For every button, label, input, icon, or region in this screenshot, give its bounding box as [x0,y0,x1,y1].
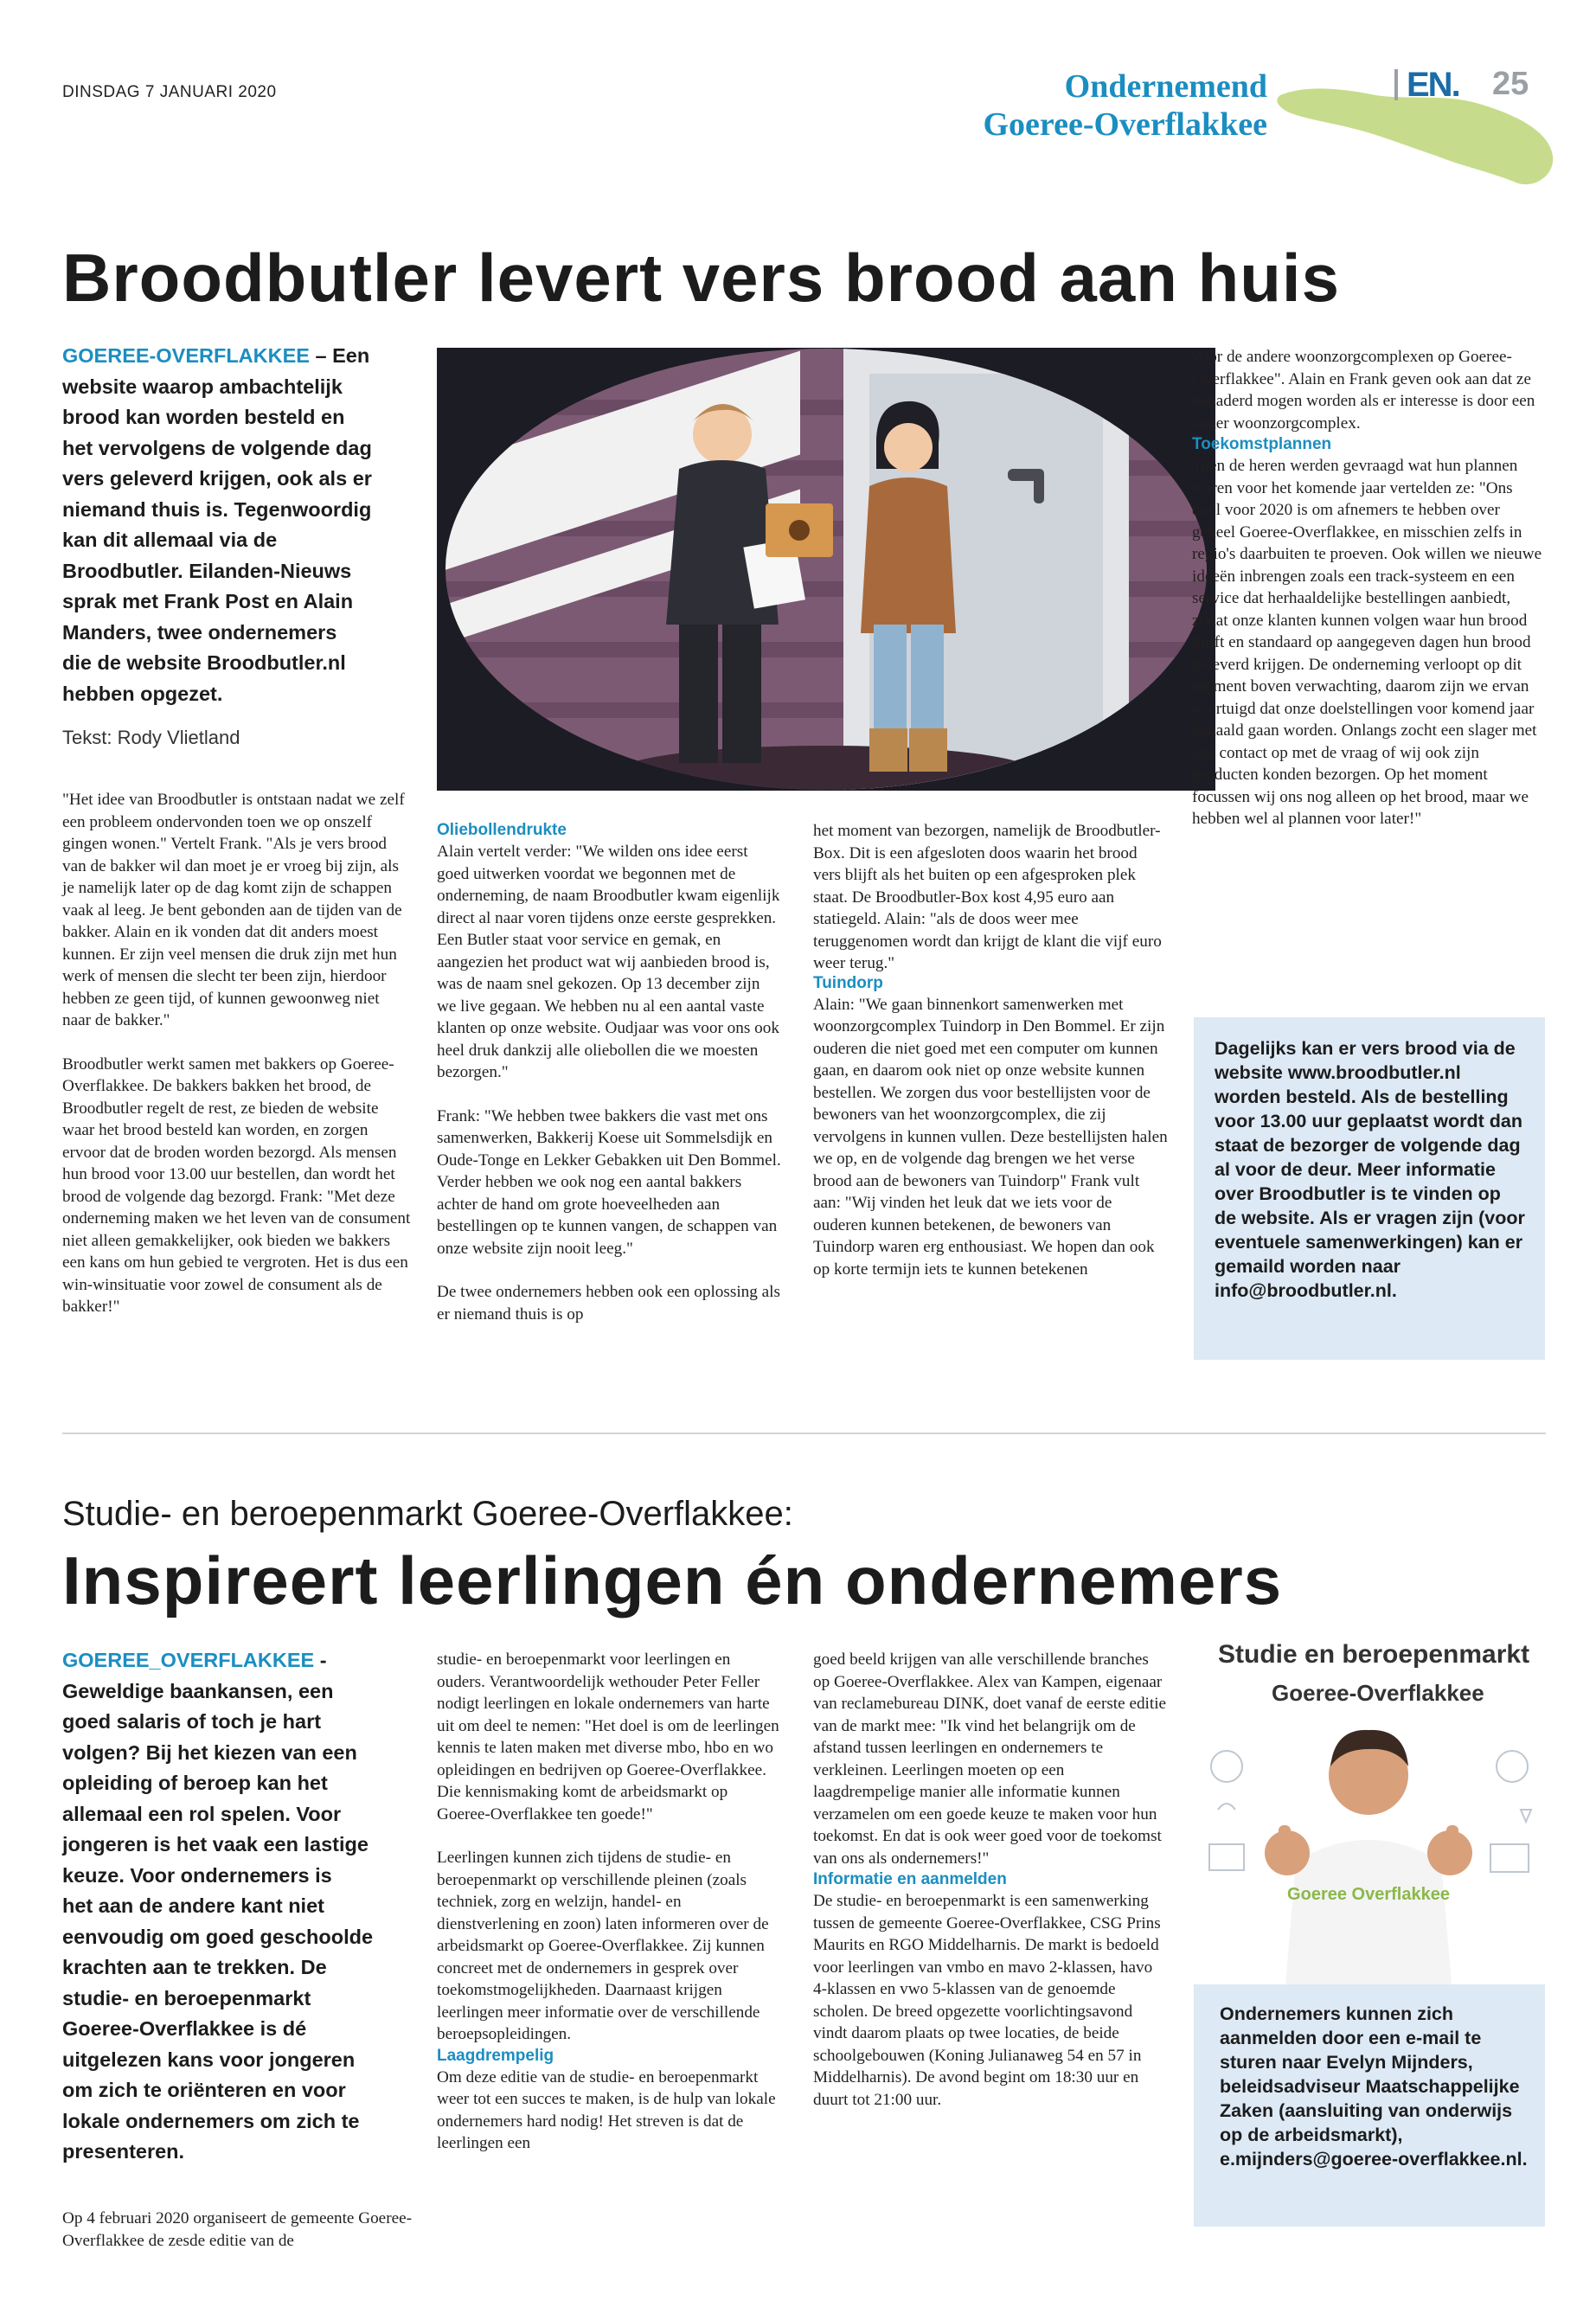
student-thumbs-up-photo [1192,1715,1545,1984]
brand-logo: EN. [1407,66,1459,104]
article1-infobox: Dagelijks kan er vers brood via de website www.broodbutler.nl worden besteld. Als de bestelling voor 13.00 uur geplaatst wordt dan staat de bezorger de volgende dag al voor de deur. Meer informatie over Broodbutler is te vinden op de website. Als er vragen zijn (voor eventuele samenwerkingen) kan er gemaild worden naar info@broodbutler.nl. [1194,1017,1545,1360]
shirt-logo-text: Goeree Overflakkee [1287,1885,1450,1904]
article2-kicker: Studie- en beroepenmarkt Goeree-Overflakkee: [62,1495,793,1533]
subheading-informatie: Informatie en aanmelden [813,1870,1007,1888]
article2-lead: GOEREE_OVERFLAKKEE - Geweldige baankansen, een goed salaris of toch je hart volgen? Bij het kiezen van een opleiding of beroep kan het allemaal een rol spelen. Voor jongeren is het vaak een lastige keuze. Voor ondernemers is het aan de andere kant niet eenvoudig om goed geschoolde krachten aan te trekken. De studie- en beroepenmarkt Goeree-Overflakkee is dé uitgelezen kans voor jongeren om zich te oriënteren en voor lokale ondernemers om zich te presenteren. [62,1649,374,2163]
subheading-tuindorp: Tuindorp [813,973,883,992]
article2-infobox: Ondernemers kunnen zich aanmelden door een e-mail te sturen naar Evelyn Mijnders, beleidsadviseur Maatschappelijke Zaken (aansluiting van onderwijs op de arbeidsmarkt), e.mijnders@goeree-overflakkee.nl. [1194,1984,1545,2227]
page-number: 25 [1492,66,1529,102]
article2-col2: studie- en beroepenmarkt voor leerlingen en ouders. Verantwoordelijk wethouder Peter Feller nodigt leerlingen en lokale ondernemers van harte uit om deel te nemen: "Het doel is om de leerlingen kennis te laten maken met diverse mbo, hbo en wo opleidingen en bedrijven op Goeree-Overflakkee. Die kennismaking komt de arbeidsmarkt op Goeree-Overflakkee ten goede!" Leerlingen kunnen zich tijdens de studie- en beroepenmarkt op verschillende pleinen (zoals techniek, zorg en welzijn, handel- en dienstverlening en zoon) laten informeren over de arbeidsmarkt op Goeree-Overflakkee. Zij kunnen concreet met de ondernemers in gesprek over toekomstmogelijkheden. Daarnaast krijgen leerlingen meer informatie over de verschillende beroepsopleidingen. Laagdrempelig Om deze editie van de studie- en beroepenmarkt weer tot een succes te maken, is de hulp van lokale ondernemers hard nodig! Het streven is dat de leerlingen een [437,1649,783,2155]
lead-place: GOEREE-OVERFLAKKEE [62,344,310,367]
article1-col4: voor de andere woonzorgcomplexen op Goeree-Overflakkee". Alain en Frank geven ook aan dat ze benaderd mogen worden als er interesse is door een ander woonzorgcomplex. Toekomstplannen Toen de heren werden gevraagd wat hun plannen waren voor het komende jaar vertelden ze: "Ons doel voor 2020 is om afnemers te hebben over geheel Goeree-Overflakkee, en misschien zelfs in regio's daarbuiten te proeven. Ook willen we nieuwe ideeën inbrengen zoals een track-systeem en een service dat herhaaldelijke bestellingen aanbiedt, zodat onze klanten kunnen volgen waar hun brood blijft en standaard op aangegeven dagen hun brood geleverd krijgen. De onderneming verloopt op dit moment boven verwachting, daarom zijn we ervan overtuigd dat onze doelstellingen voor komend jaar behaald gaan worden. Onlangs zocht een slager met ons contact op met de vraag of wij ook zijn producten konden bezorgen. Op het moment focussen wij ons nog alleen op het brood, maar we hebben wel al plannen voor later!" [1192,346,1545,830]
poster-subtitle: Goeree-Overflakkee [1272,1680,1484,1706]
header-separator [1394,69,1398,100]
poster-title: Studie en beroepenmarkt [1218,1640,1530,1669]
article1-headline: Broodbutler levert vers brood aan huis [62,240,1340,316]
subheading-toekomstplannen: Toekomstplannen [1192,435,1332,453]
article2-col3: goed beeld krijgen van alle verschillende branches op Goeree-Overflakkee. Alex van Kampen, eigenaar van reclamebureau DINK, doet vanaf de eerste editie van de markt mee: "Ik vind het belangrijk om de afstand tussen leerlingen en ondernemers te verkleinen. Leerlingen moeten op een laagdrempelige manier alle informatie kunnen verzamelen om een goede keuze te maken voor hun toekomst. En dat is ook weer goed voor de toekomst van ons als ondernemers!" Informatie en aanmelden De studie- en beroepenmarkt is een samenwerking tussen de gemeente Goeree-Overflakkee, CSG Prins Maurits en RGO Middelharnis. De markt is bedoeld voor leerlingen van vmbo en mavo 2-klassen, havo 4-klassen en vwo 5-klassen van de genoemde scholen. De breed opgezette voorlichtingsavond vindt daarom plaats op twee locaties, de beide schoolgebouwen (Koning Julianaweg 54 en 57 in Middelharnis). De avond begint om 18:30 uur en duurt tot 21:00 uur. [813,1650,1167,2109]
article-divider [62,1433,1546,1434]
subheading-oliebollendrukte: Oliebollendrukte [437,821,567,839]
subheading-laagdrempelig: Laagdrempelig [437,2046,554,2065]
fair-poster [1192,1631,1545,1984]
article1-byline: Tekst: Rody Vlietland [62,727,240,748]
article1-col2: Oliebollendrukte Alain vertelt verder: "We wilden ons idee eerst goed uitwerken voordat we begonnen met de onderneming, de naam Broodbutler kwam eigenlijk direct al naar voren tijdens onze eerste gesprekken. Een Butler staat voor service en gemak, en aangezien het product wat wij aanbieden brood is, was de naam snel gekozen. Op 13 december zijn we live gegaan. We hebben nu al een aantal vaste klanten op onze website. Oudjaar was voor ons ook heel druk dankzij alle oliebollen die we moesten bezorgen." Frank: "We hebben twee bakkers die vast met ons samenwerken, Bakkerij Koese uit Sommelsdijk en Oude-Tonge en Lekker Gebakken uit Den Bommel. Verder hebben we ook nog een aantal bakkers achter de hand om grote hoeveelheden aan bestellingen op te kunnen vangen, de schappen van onze website zijn nooit leeg." De twee ondernemers hebben ook een oplossing als er niemand thuis is op [437,820,783,1325]
article1-lead: GOEREE-OVERFLAKKEE – Een website waarop ambachtelijk brood kan worden besteld en het vervolgens de volgende dag vers geleverd krijgen, ook als er niemand thuis is. Tegenwoordig kan dit allemaal via de Broodbutler. Eilanden-Nieuws sprak met Frank Post en Alain Manders, twee ondernemers die de website Broodbutler.nl hebben opgezet. [62,344,372,705]
issue-date: DINSDAG 7 JANUARI 2020 [62,83,277,101]
article1-col3: het moment van bezorgen, namelijk de Broodbutler-Box. Dit is een afgesloten doos waarin het brood vers blijft als het buiten op een afgesproken plek staat. De Broodbutler-Box kost 4,95 euro aan statiegeld. Alain: "als de doos weer mee teruggenomen wordt dan krijgt de klant die vijf euro weer terug." Tuindorp Alain: "We gaan binnenkort samenwerken met woonzorgcomplex Tuindorp in Den Bommel. Er zijn ouderen die niet goed met een computer om kunnen gaan, en daarom ook niet op onze website kunnen bestellen. We zorgen dus voor bestellijsten voor de bewoners van het woonzorgcomplex, die zij vervolgens in kunnen vullen. Deze bestellijsten halen we op, en de volgende dag brengen we het verse brood aan de bewoners van Tuindorp" Frank vult aan: "Wij vinden het leuk dat we iets voor de ouderen kunnen betekenen, de bewoners van Tuindorp waren erg enthousiast. We hopen dan ook op korte termijn iets te kunnen betekenen [813,822,1168,1279]
section-title: Ondernemend Goeree-Overflakkee [983,68,1267,143]
illustration-bread-delivery [437,348,1215,791]
lead-place: GOEREE_OVERFLAKKEE [62,1649,315,1671]
article2-col1: Op 4 februari 2020 organiseert de gemeente Goeree-Overflakkee de zesde editie van de [62,2209,413,2250]
article2-headline: Inspireert leerlingen én ondernemers [62,1542,1283,1618]
article1-col1: "Het idee van Broodbutler is ontstaan nadat we zelf een probleem ondervonden toen we op onszelf gingen wonen." Vertelt Frank. "Als je vers brood van de bakker wil dan moet je er vroeg bij zijn, als je namelijk later op de dag komt zijn de schappen vaak al leeg. Je bent gebonden aan de tijden van de bakker. Alain en ik vonden dat dit anders moest kunnen. Er zijn veel mensen die druk zijn met hun werk of mensen die slecht ter been zijn, hierdoor hebben ze geen tijd, of kunnen gewoonweg niet naar de bakker." Broodbutler werkt samen met bakkers op Goeree-Overflakkee. De bakkers bakken het brood, de Broodbutler regelt de rest, ze bieden de website waar het brood besteld kan worden, en zorgen ervoor dat de broden worden bezorgd. Als mensen hun brood voor 13.00 uur bestellen, dan wordt het brood de volgende dag bezorgd. Frank: "Met deze onderneming maken we het leven van de consument niet alleen gemakkelijker, ook bieden we bakkers een kans om hun gebied te vergroten. Het is dus een win-winsituatie voor zowel de consument als de bakker!" [62,791,411,1316]
